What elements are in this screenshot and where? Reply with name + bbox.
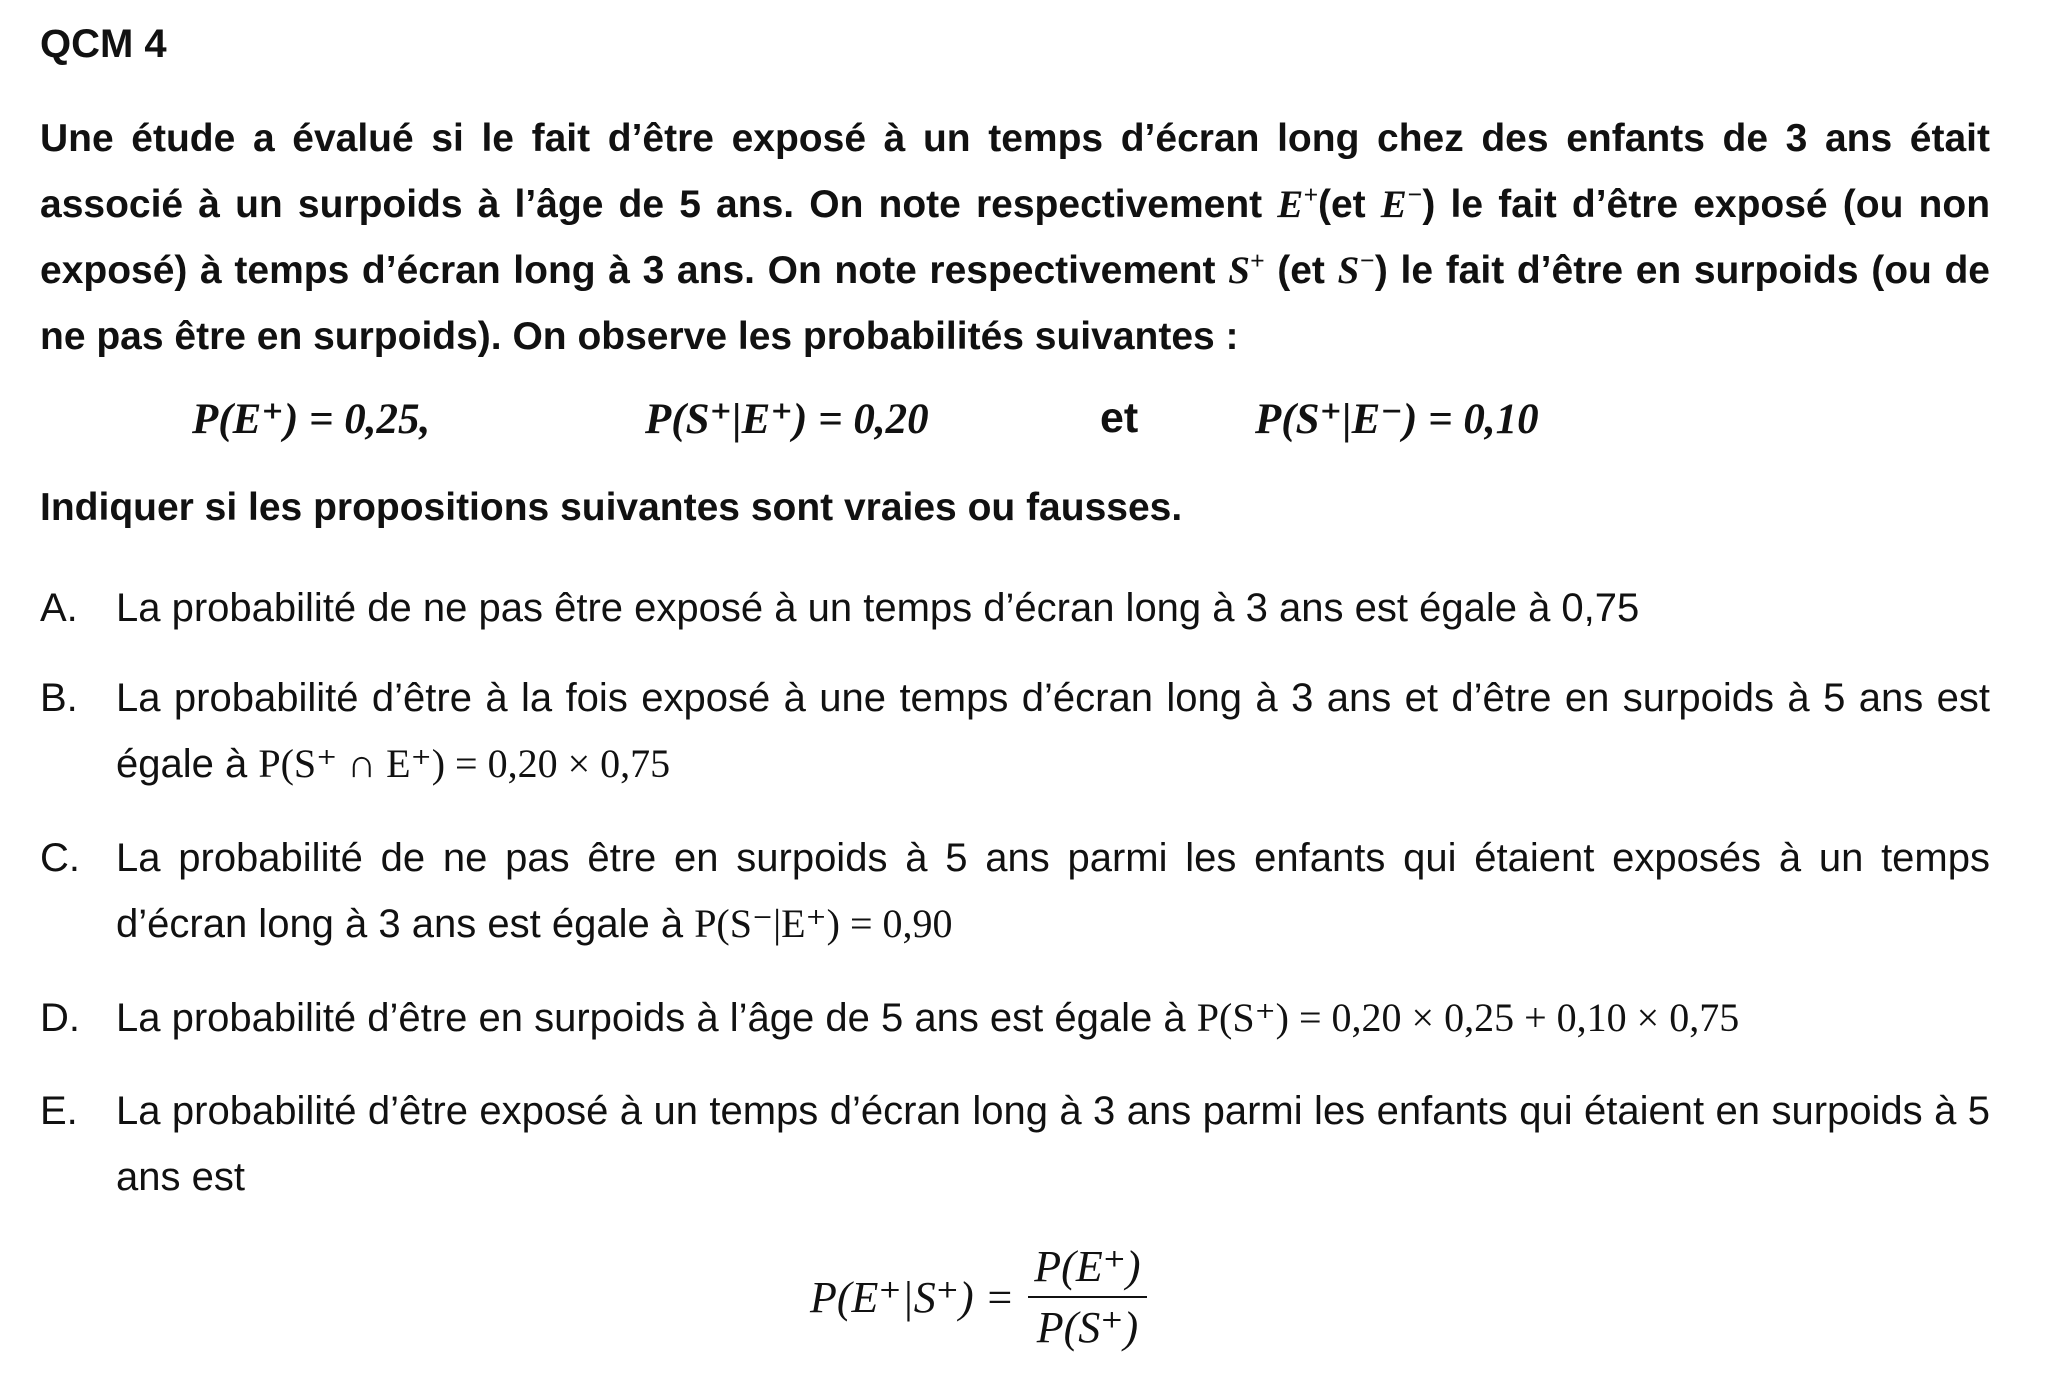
option-letter: B. [40,676,78,720]
s-plus-symbol: S+ [1228,245,1265,292]
option-formula: P(S⁺ ∩ E⁺) = 0,20 × 0,75 [258,741,671,786]
intro-paragraph [40,106,1990,370]
bayes-numerator: P(E⁺) [1034,1242,1141,1291]
instruction-text: Indiquer si les propositions suivantes sont vraies ou fausses. [40,486,1183,529]
option-b [40,665,1990,797]
e-minus-symbol: E− [1380,179,1423,226]
intro-text-3: ) le fait d’être exposé (ou non exposé) à temps d’écran long à 3 ans. On note respectivement [40,183,1991,292]
option-formula: P(S⁺) = 0,20 × 0,25 + 0,10 × 0,75 [1196,995,1740,1040]
intro-text-1: Une étude a évalué si le fait d’être exposé à un temps d’écran long chez des enfants de 3 ans était associé à un surpoids à l’âge de 5 ans. On note respectivement [40,117,1990,226]
s-minus-symbol: S− [1337,245,1375,292]
bayes-lhs: P(E⁺|S⁺) = [810,1272,1015,1322]
option-text: La probabilité d’être en surpoids à l’âge de 5 ans est égale à [116,996,1197,1040]
option-formula: P(S⁻|E⁺) = 0,90 [694,901,953,946]
intro-text-4: (et [1264,249,1338,292]
option-text: La probabilité d’être exposé à un temps d’écran long à 3 ans parmi les enfants qui étaient en surpoids à 5 ans est [116,1089,1990,1199]
option-a [40,575,1990,641]
intro-text-5: ) le fait d’être en surpoids (ou de ne pas être en surpoids). On observe les probabilités suivantes : [40,249,1991,358]
option-e [40,1078,1990,1210]
option-text: La probabilité de ne pas être exposé à un temps d’écran long à 3 ans est égale à 0,75 [116,586,1640,630]
option-d [40,985,1990,1051]
bayes-denominator: P(S⁺) [1036,1303,1139,1352]
option-text: La probabilité d’être à la fois exposé à une temps d’écran long à 3 ans et d’être en surpoids à 5 ans est égale à [116,676,1990,786]
option-letter: E. [40,1089,78,1133]
option-letter: D. [40,996,80,1040]
e-plus-symbol: E+ [1277,179,1318,226]
given-probabilities [0,394,2052,454]
option-letter: C. [40,836,80,880]
option-letter: A. [40,586,78,630]
given-p-s-plus-given-e-minus: P(S⁺|E⁻) = 0,10 [1255,396,1539,443]
bayes-formula [810,1232,1147,1362]
option-c [40,825,1990,957]
given-p-s-plus-given-e-plus: P(S⁺|E⁺) = 0,20 [645,396,929,443]
intro-text-2: (et [1317,183,1381,226]
given-p-e-plus: P(E⁺) = 0,25, [192,396,431,443]
question-title: QCM 4 [40,22,167,66]
bayes-fraction [1028,1241,1146,1353]
option-text: La probabilité de ne pas être en surpoids à 5 ans parmi les enfants qui étaient exposés à un temps d’écran long à 3 ans est égale à [116,836,1990,946]
given-connector: et [1100,394,1139,442]
